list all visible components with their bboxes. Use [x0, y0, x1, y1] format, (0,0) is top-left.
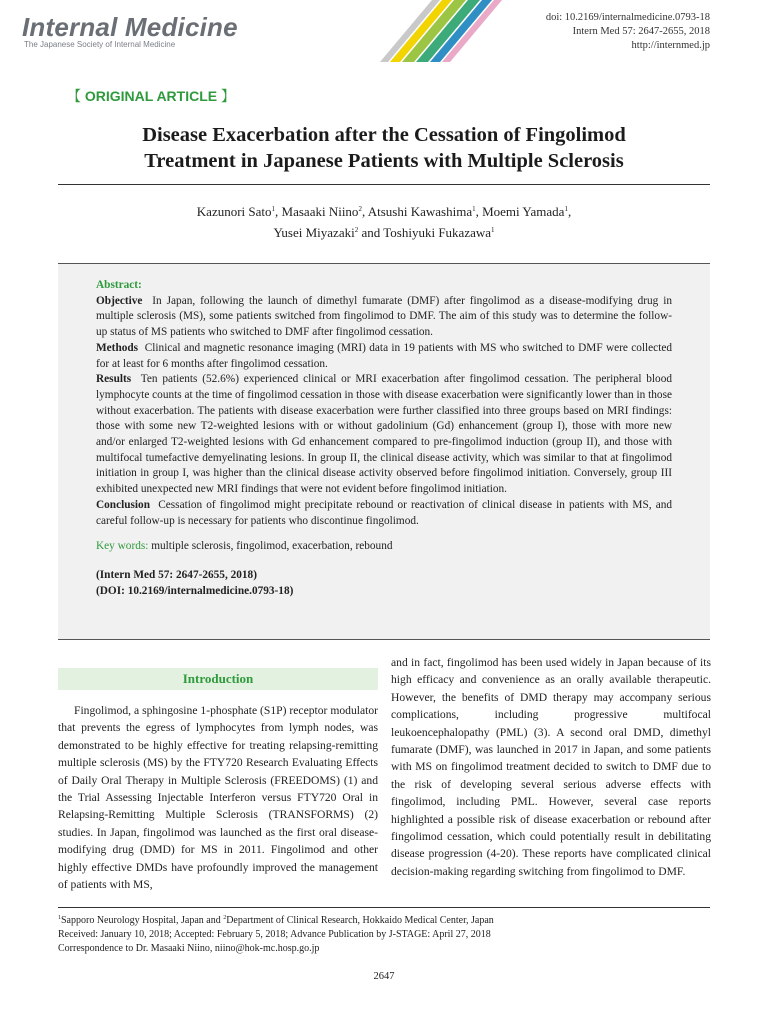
citation-journal: (Intern Med 57: 2647-2655, 2018) — [96, 568, 257, 581]
article-citation — [96, 567, 672, 599]
affiliation-mark: 2 — [358, 205, 362, 213]
results-label: Results — [96, 373, 132, 386]
correspondence: Correspondence to Dr. Masaaki Niino, niino@hok-mc.hosp.go.jp — [58, 943, 320, 954]
affiliation-mark: 1 — [491, 226, 495, 234]
title-line-1: Disease Exacerbation after the Cessation of Fingolimod — [142, 124, 626, 146]
title-divider — [58, 184, 710, 185]
authors-line-2 — [58, 221, 710, 242]
society-name: The Japanese Society of Internal Medicine — [24, 40, 176, 49]
abstract-heading: Abstract: — [96, 279, 142, 291]
footnotes — [58, 911, 710, 956]
doi-text: doi: 10.2169/internalmedicine.0793-18 — [545, 12, 710, 23]
author-name: Atsushi Kawashima — [367, 204, 473, 219]
author-separator: , — [361, 204, 368, 219]
title-line-2: Treatment in Japanese Patients with Multiple Sclerosis — [144, 150, 624, 172]
keywords-label: Key words: — [96, 540, 149, 553]
bracket-close: 】 — [221, 88, 236, 104]
abstract-box — [58, 263, 710, 640]
author-name: Toshiyuki Fukazawa — [383, 225, 492, 240]
affiliation-mark: 2 — [223, 915, 227, 921]
abstract-content — [96, 278, 672, 599]
citation-text: Intern Med 57: 2647-2655, 2018 — [572, 26, 710, 37]
keywords-text: multiple sclerosis, fingolimod, exacerbation, rebound — [151, 540, 393, 553]
abstract-results — [96, 372, 672, 498]
abstract-conclusion — [96, 498, 672, 529]
article-title — [58, 122, 710, 174]
citation-doi: (DOI: 10.2169/internalmedicine.0793-18) — [96, 584, 294, 597]
methods-text: Clinical and magnetic resonance imaging (MRI) data in 19 patients with MS who switched to DMF were collected for at least for 6 months after fingolimod cessation. — [96, 341, 672, 370]
journal-url[interactable]: http://internmed.jp — [631, 40, 710, 51]
header-meta — [546, 11, 710, 53]
objective-label: Objective — [96, 294, 143, 307]
keywords — [96, 539, 672, 555]
abstract-methods — [96, 341, 672, 372]
body-column-left — [58, 656, 378, 893]
conclusion-text: Cessation of fingolimod might precipitate rebound or reactivation of clinical disease in patients with MS, and careful follow-up is necessary for patients who discontinue fingolimod. — [96, 498, 673, 527]
affiliation-2: Department of Clinical Research, Hokkaido Medical Center, Japan — [226, 915, 494, 926]
body-column-right — [391, 654, 711, 880]
header-stripes — [380, 0, 530, 62]
author-and: and — [358, 225, 384, 240]
objective-text: In Japan, following the launch of dimethyl fumarate (DMF) after fingolimod as a disease-modifying drug in multiple sclerosis (MS), some patients switched from fingolimod to DMF. The aim of this study was to determine the follow-up status of MS patients who switched to DMF after fingolimod cessation. — [96, 294, 672, 339]
author-separator: , — [567, 204, 572, 219]
affiliation-1: Sapporo Neurology Hospital, Japan and — [61, 915, 224, 926]
author-name: Kazunori Sato — [196, 204, 272, 219]
received-dates: Received: January 10, 2018; Accepted: February 5, 2018; Advance Publication by J-STAGE: April 27, 2018 — [58, 929, 491, 940]
author-separator: , — [275, 204, 282, 219]
author-list — [58, 200, 710, 242]
abstract-objective — [96, 294, 672, 341]
author-name: Yusei Miyazaki — [273, 225, 355, 240]
journal-title: Internal Medicine — [22, 12, 238, 42]
body-paragraph: Fingolimod, a sphingosine 1-phosphate (S1P) receptor modulator that prevents the egress of lymphocytes from lymph nodes, was demonstrated to be highly effective for treating relapsing-remitting multiple sclerosis (MS) by the FTY720 Research Evaluating Effects of Daily Oral Therapy in Multiple Sclerosis (FREEDOMS) (1) and the Trial Assessing Injectable Interferon versus FTY720 Oral in Relapsing-Remitting Multiple Sclerosis (TRANSFORMS) (2) studies. In Japan, fingolimod was launched as the first oral disease-modifying drug (DMD) for MS in 2011. Fingolimod and other highly effective DMDs have profoundly improved the management of patients with MS, — [58, 704, 378, 892]
results-text: Ten patients (52.6%) experienced clinical or MRI exacerbation after fingolimod cessation. The peripheral blood lymphocyte counts at the time of fingolimod cessation in those with disease exacerbation were significantly lower than in those without exacerbation. The patients with disease exacerbation were further classified into three groups based on MRI findings: those with some new T2-weighted lesions with or without gadolinium (Gd) enhancement (group I), those with more new and/or enlarged T2-weighted lesions with Gd enhancement compared to pre-fingolimod induction (group II), and those with multifocal tumefactive demyelinating lesions. In group II, the clinical disease activity, which was similar to that at fingolimod initiation in group I, was higher than the clinical disease activity observed before fingolimod initiation. Conversely, group III exhibited unexpected new MRI findings that were not evident before fingolimod initiation. — [96, 373, 672, 496]
article-type-label: ORIGINAL ARTICLE — [84, 88, 218, 104]
affiliations — [58, 911, 710, 928]
page-number: 2647 — [373, 971, 395, 982]
author-name: Masaaki Niino — [281, 204, 359, 219]
bracket-open: 【 — [67, 88, 81, 104]
footnote-divider — [58, 907, 710, 908]
body-paragraph: and in fact, fingolimod has been used widely in Japan because of its high efficacy and convenience as an orally available therapeutic. However, the benefits of DMD therapy may accompany serious complications, including progressive multifocal leukoencephalopathy (PML) (3). A second oral DMD, dimethyl fumarate (DMF), was launched in 2017 in Japan, and some patients with MS on fingolimod treatment decided to switch to DMF due to the risk of developing several serious adverse effects with fingolimod, including PML. However, several case reports highlighted a possible risk of disease exacerbation or rebound after fingolimod cessation, which could potentially result in debilitating disease progression (4-20). These reports have complicated clinical decision-making regarding switching from fingolimod to DMF. — [391, 656, 711, 878]
author-name: Moemi Yamada — [482, 204, 565, 219]
conclusion-label: Conclusion — [96, 498, 150, 511]
authors-line-1 — [58, 200, 710, 221]
author-separator: , — [475, 204, 483, 219]
affiliation-mark: 1 — [472, 205, 476, 213]
affiliation-mark: 2 — [354, 226, 359, 234]
introduction-heading: Introduction — [58, 668, 378, 690]
affiliation-mark: 1 — [271, 205, 276, 213]
affiliation-mark: 1 — [564, 205, 568, 213]
methods-label: Methods — [96, 341, 139, 354]
article-type — [67, 86, 235, 106]
affiliation-mark: 1 — [58, 915, 61, 921]
